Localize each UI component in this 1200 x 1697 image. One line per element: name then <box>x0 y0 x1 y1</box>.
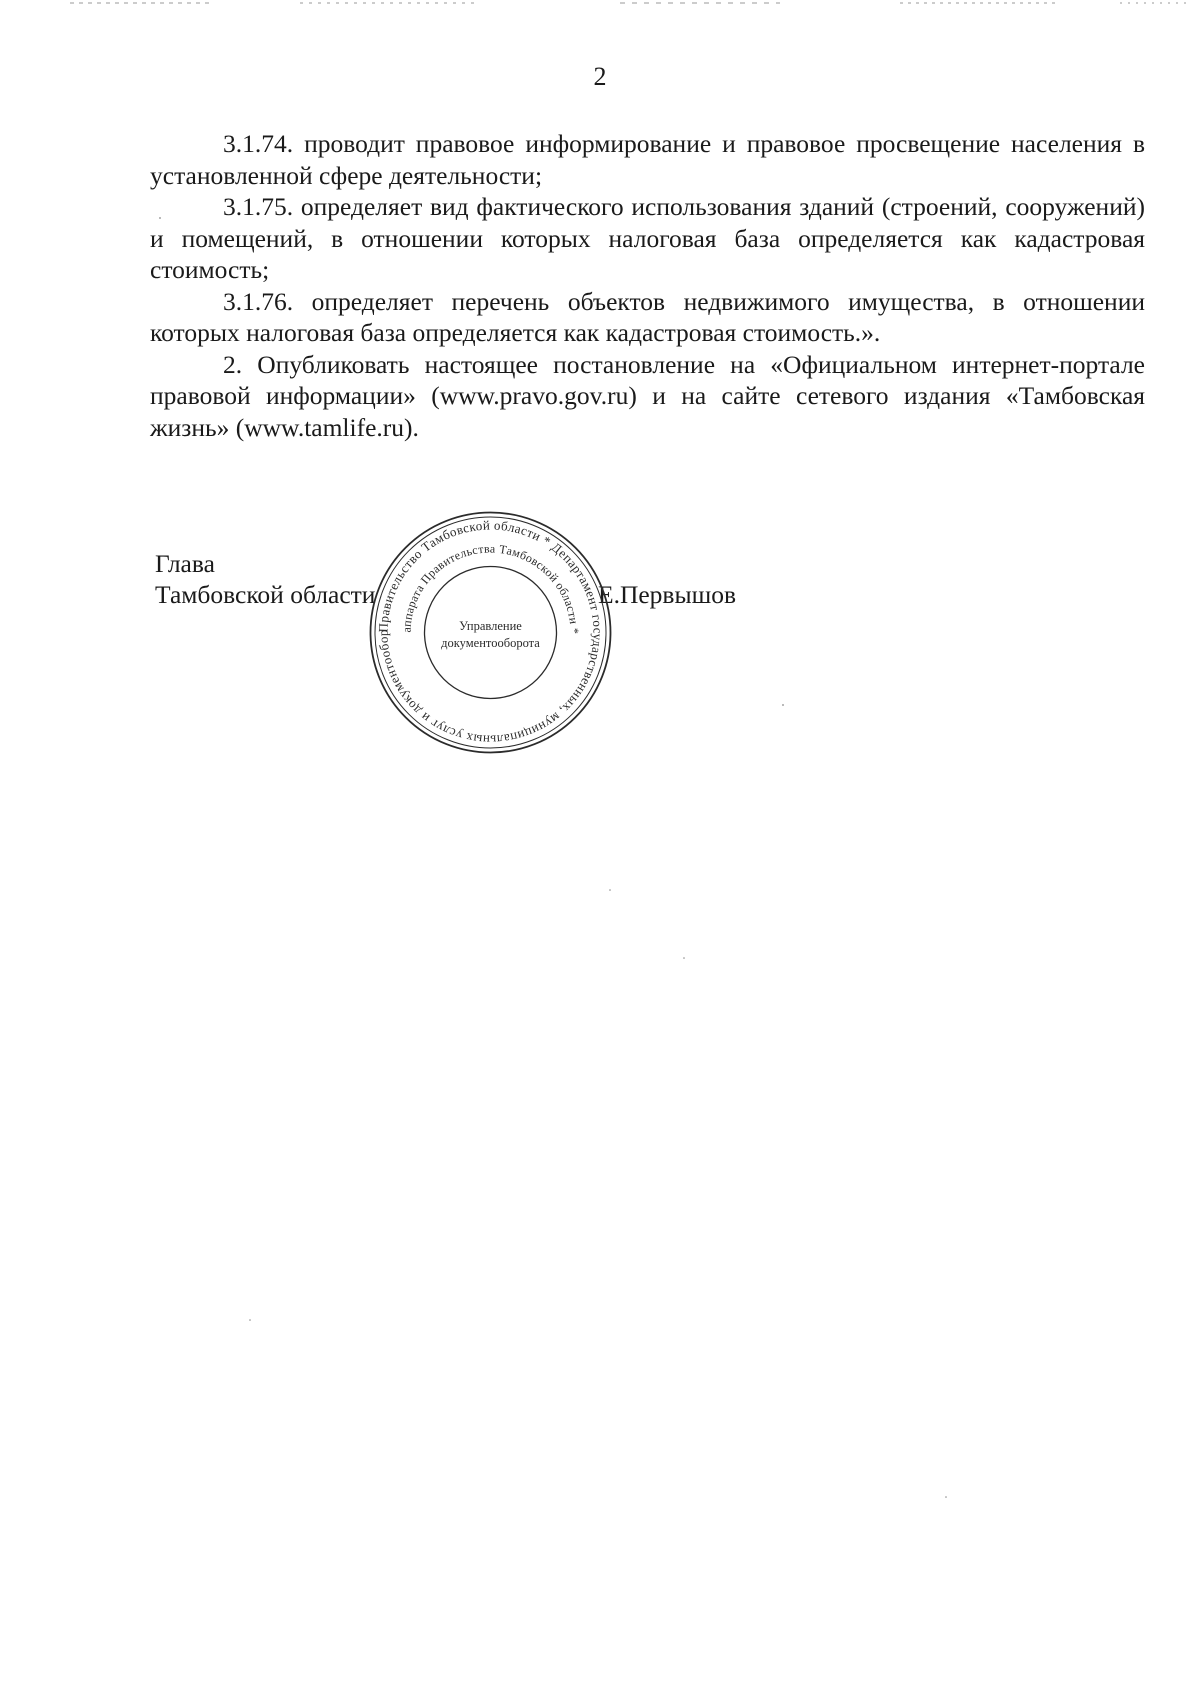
paragraph-3-1-75: 3.1.75. определяет вид фактического использования зданий (строений, сооружений) и помещений, в отношении которых налоговая база определяется как кадастровая стоимость; <box>150 192 1145 284</box>
signature-block <box>155 548 375 610</box>
document-body <box>150 128 1145 443</box>
stamp-outer-text: Правительство Тамбовской области * Департамент государственных, муниципальных услуг и документообор <box>375 517 606 748</box>
stamp-seal-icon <box>368 510 613 755</box>
paragraph-3-1-74: 3.1.74. проводит правовое информирование и правовое просвещение населения в установленной сфере деятельности; <box>150 129 1145 190</box>
stamp-center-line1: Управление <box>459 619 522 633</box>
page-number: 2 <box>593 62 607 91</box>
paragraph-3-1-76: 3.1.76. определяет перечень объектов недвижимого имущества, в отношении которых налоговая база определяется как кадастровая стоимость.». <box>150 286 1145 347</box>
signer-title-line2: Тамбовской области <box>155 580 376 609</box>
stamp-inner-text: аппарата Правительства Тамбовской области * <box>399 541 582 635</box>
paragraph-publication: 2. Опубликовать настоящее постановление на «Официальном интернет-портале правовой информации» (www.pravo.gov.ru) и на сайте сетевого издания «Тамбовская жизнь» (www.tamlife.ru). <box>150 349 1145 442</box>
signer-title-line1: Глава <box>155 549 215 578</box>
signer-name: Е.Первышов <box>598 580 737 609</box>
official-stamp <box>368 510 613 755</box>
stamp-center-line2: документооборота <box>441 636 540 650</box>
